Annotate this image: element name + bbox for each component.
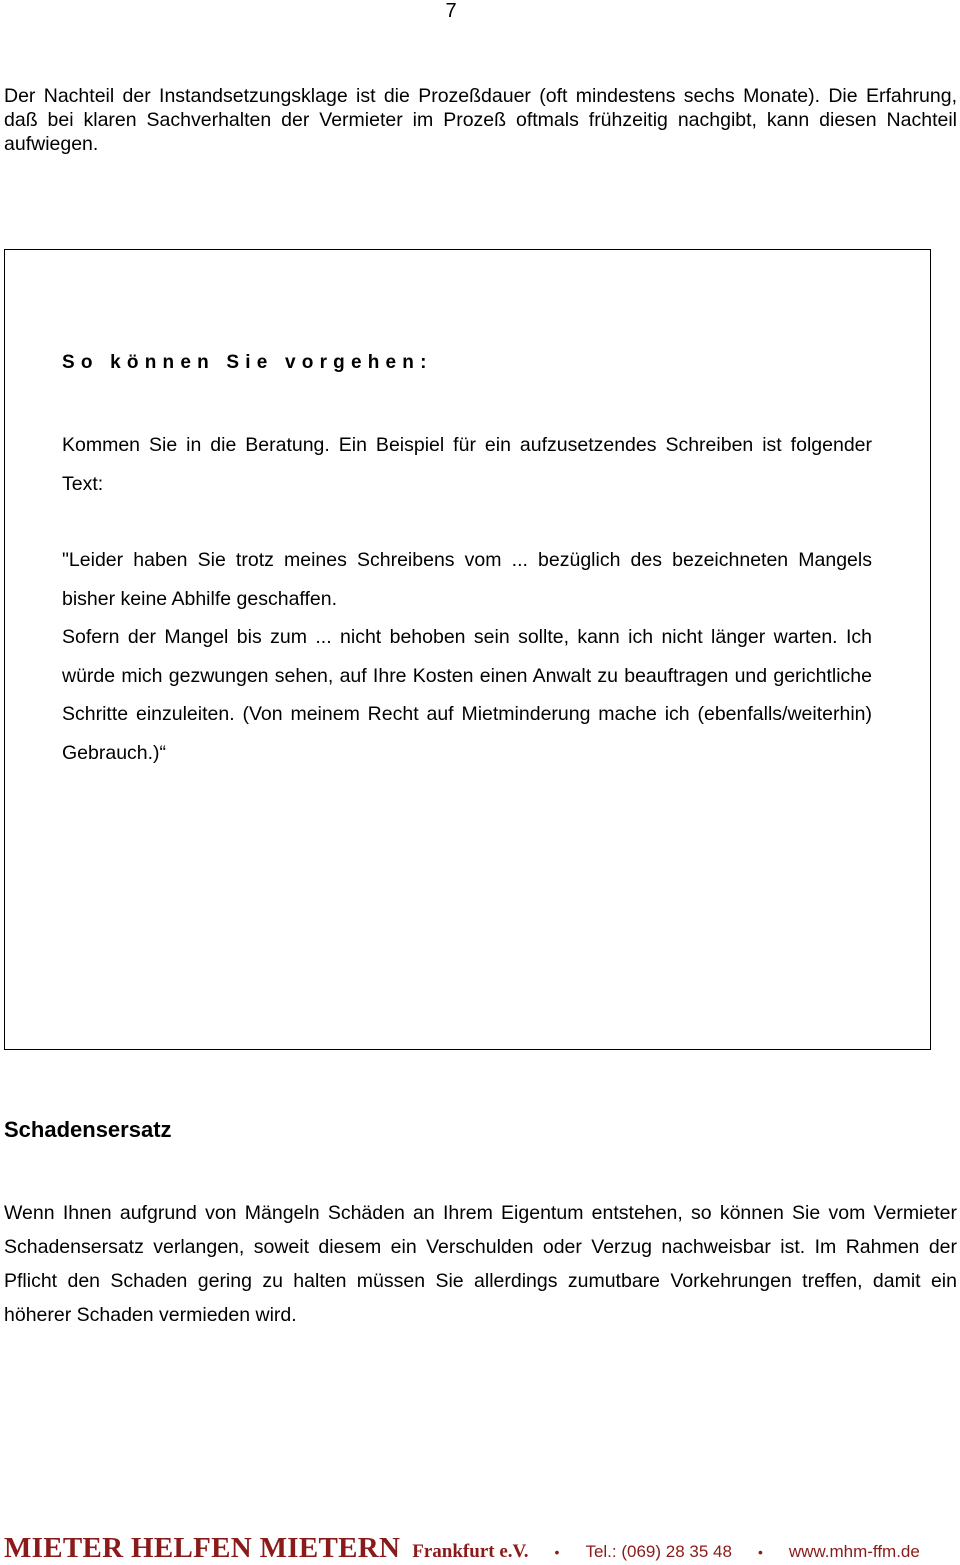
- box-paragraph: Kommen Sie in die Beratung. Ein Beispiel für ein aufzusetzendes Schreiben ist folgender Text:: [62, 434, 872, 495]
- footer-separator: •: [757, 1544, 763, 1560]
- footer-phone: Tel.: (069) 28 35 48: [585, 1542, 732, 1561]
- section-paragraph: Wenn Ihnen aufgrund von Mängeln Schäden an Ihrem Eigentum entstehen, so können Sie vom Vermieter Schadensersatz verlangen, soweit diesem ein Verschulden oder Verzug nachweisbar ist. Im Rahmen der Pflicht den Schaden gering zu halten müssen Sie allerdings zumutbare Vorkehrungen treffen, damit ein höherer Schaden vermieden wird.: [4, 1202, 957, 1326]
- box-text: [62, 426, 872, 772]
- footer-org: MIETER HELFEN MIETERN: [4, 1532, 401, 1564]
- footer: [4, 1532, 920, 1565]
- letter-text-2: Sofern der Mangel bis zum ... nicht behoben sein sollte, kann ich nicht länger warten. Ich würde mich gezwungen sehen, auf Ihre Kosten einen Anwalt zu beauftragen und gerichtliche Schritte einzuleiten. (Von meinem Recht auf Mietminderung mache ich (ebenfalls/weiterhin) Gebrauch.)“: [62, 626, 872, 764]
- page-number: 7: [445, 0, 457, 22]
- footer-city: Frankfurt e.V.: [412, 1541, 529, 1562]
- box-heading: So können Sie vorgehen:: [62, 352, 433, 373]
- footer-website: www.mhm-ffm.de: [788, 1542, 920, 1561]
- footer-separator: •: [554, 1544, 560, 1560]
- intro-paragraph: Der Nachteil der Instandsetzungsklage ist die Prozeßdauer (oft mindestens sechs Monate). Die Erfahrung, daß bei klaren Sachverhalten der Vermieter im Prozeß oftmals frühzeitig nachgibt, kann diesen Nachteil aufwiegen.: [4, 85, 957, 155]
- letter-text-1: "Leider haben Sie trotz meines Schreibens vom ... bezüglich des bezeichneten Mangels bisher keine Abhilfe geschaffen.: [62, 549, 872, 610]
- section-heading: Schadensersatz: [4, 1117, 172, 1142]
